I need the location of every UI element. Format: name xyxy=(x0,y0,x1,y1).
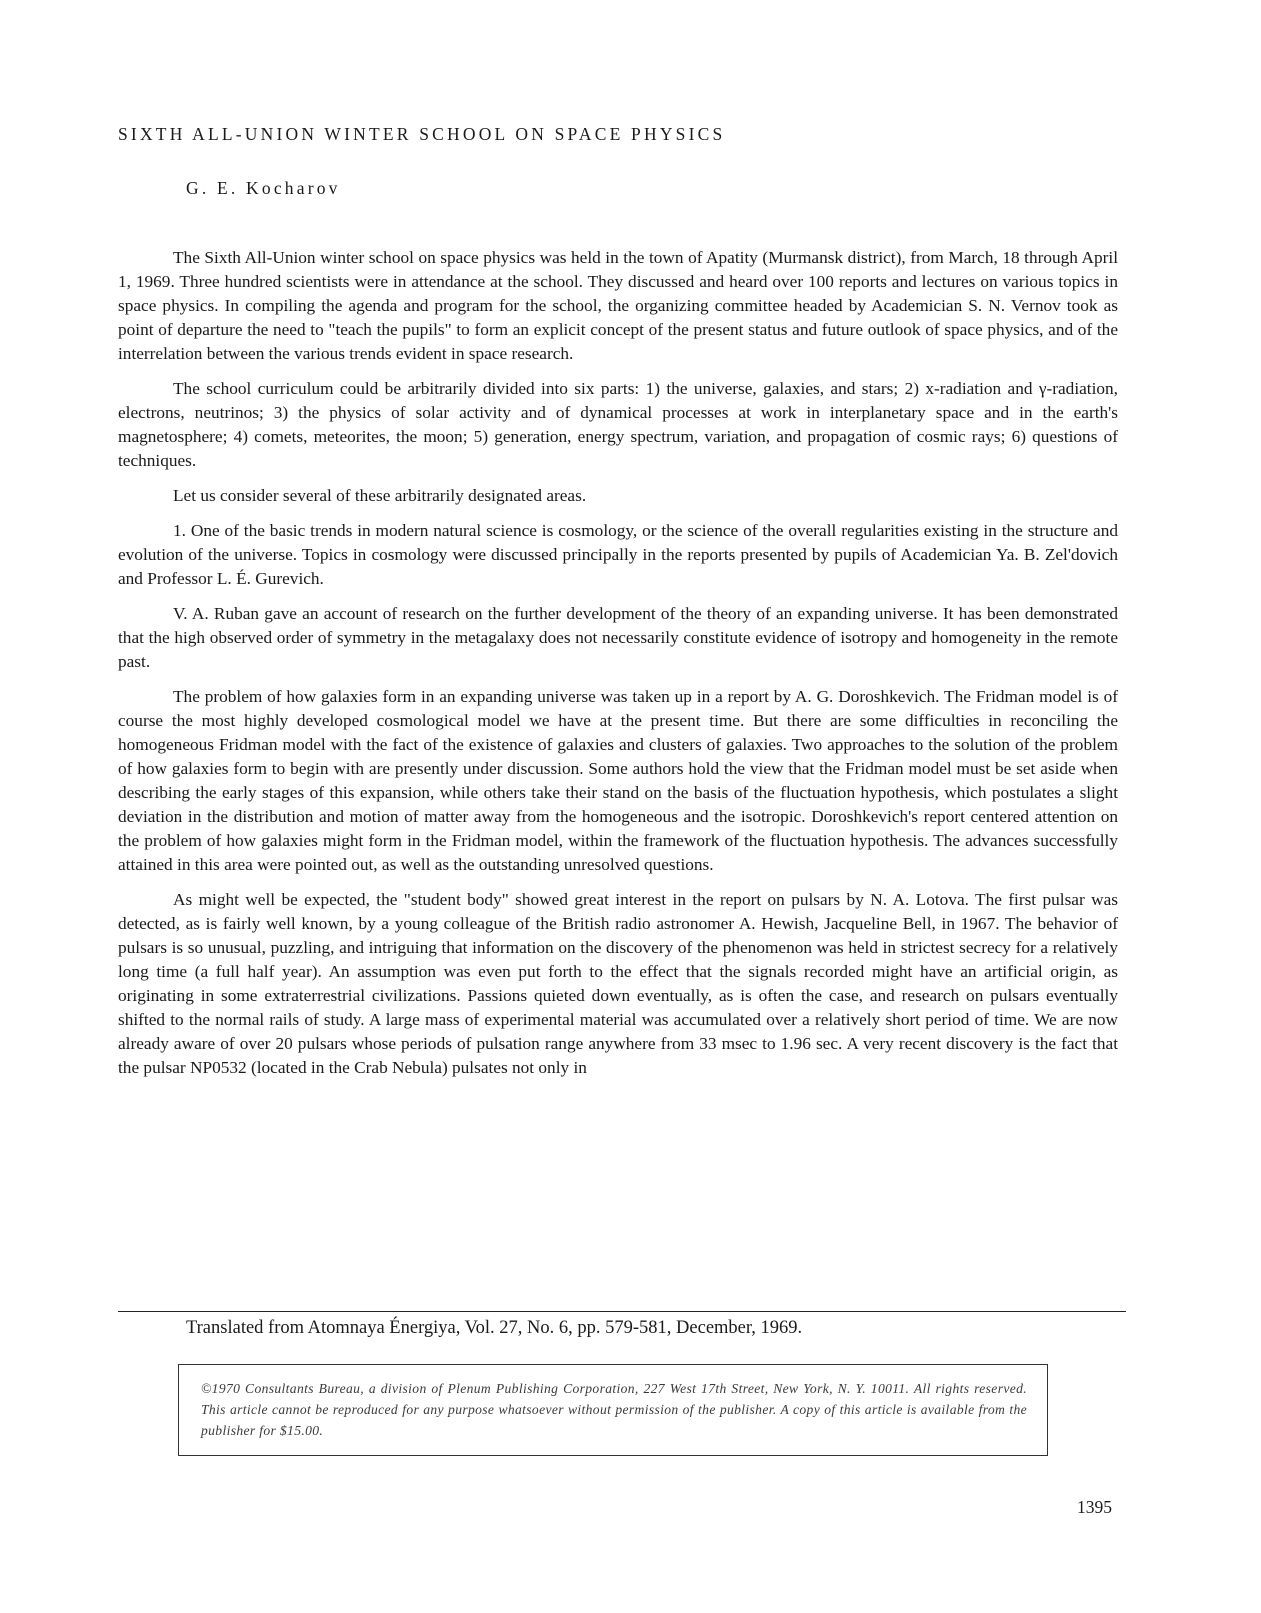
translation-note: Translated from Atomnaya Énergiya, Vol. 27, No. 6, pp. 579-581, December, 1969. xyxy=(186,1318,803,1338)
paragraph-curriculum: The school curriculum could be arbitrarily divided into six parts: 1) the universe, galaxies, and stars; 2) x-radiation and γ-radiation, electrons, neutrinos; 3) the physics of solar activity and of dynamical processes at work in interplanetary space and in the earth's magnetosphere; 4) comets, meteorites, the moon; 5) generation, energy spectrum, variation, and propagation of cosmic rays; 6) questions of techniques. xyxy=(118,379,1118,470)
paragraph-consider: Let us consider several of these arbitrarily designated areas. xyxy=(173,486,587,505)
copyright-box xyxy=(178,1364,1048,1456)
paragraph-ruban: V. A. Ruban gave an account of research on the further development of the theory of an expanding universe. It has been demonstrated that the high observed order of symmetry in the metagalaxy does not necessarily constitute evidence of isotropy and homogeneity in the remote past. xyxy=(118,604,1118,671)
paragraph-cosmology: 1. One of the basic trends in modern natural science is cosmology, or the science of the overall regularities existing in the structure and evolution of the universe. Topics in cosmology were discussed principally in the reports presented by pupils of Academician Ya. B. Zel'dovich and Professor L. É. Gurevich. xyxy=(118,521,1118,588)
paragraph-doroshkevich: The problem of how galaxies form in an expanding universe was taken up in a report by A. G. Doroshkevich. The Fridman model is of course the most highly developed cosmological model we have at the present time. But there are some difficulties in reconciling the homogeneous Fridman model with the fact of the existence of galaxies and clusters of galaxies. Two approaches to the solution of the problem of how galaxies form to begin with are presently under discussion. Some authors hold the view that the Fridman model must be set aside when describing the early stages of this expansion, while others take their stand on the basis of the fluctuation hypothesis, which postulates a slight deviation in the distribution and motion of matter away from the homogeneous and the isotropic. Doroshkevich's report centered attention on the problem of how galaxies might form in the Fridman model, within the framework of the fluctuation hypothesis. The advances successfully attained in this area were pointed out, as well as the outstanding unresolved questions. xyxy=(118,687,1118,874)
paragraph-pulsars: As might well be expected, the "student body" showed great interest in the report on pulsars by N. A. Lotova. The first pulsar was detected, as is fairly well known, by a young colleague of the British radio astronomer A. Hewish, Jacqueline Bell, in 1967. The behavior of pulsars is so unusual, puzzling, and intriguing that information on the discovery of the phenomenon was held in strictest secrecy for a relatively long time (a full half year). An assumption was even put forth to the effect that the signals recorded might have an artificial origin, as originating in some extraterrestrial civilizations. Passions quieted down eventually, as is often the case, and research on pulsars eventually shifted to the normal rails of study. A large mass of experimental material was accumulated over a relatively short period of time. We are now already aware of over 20 pulsars whose periods of pulsation range anywhere from 33 msec to 1.96 sec. A very recent discovery is the fact that the pulsar NP0532 (located in the Crab Nebula) pulsates not only in xyxy=(118,890,1118,1077)
page-number: 1395 xyxy=(1077,1497,1112,1517)
footnote-divider xyxy=(118,1311,1126,1312)
paragraph-intro: The Sixth All-Union winter school on space physics was held in the town of Apatity (Murmansk district), from March, 18 through April 1, 1969. Three hundred scientists were in attendance at the school. They discussed and heard over 100 reports and lectures on various topics in space physics. In compiling the agenda and program for the school, the organizing committee headed by Academician S. N. Vernov took as point of departure the need to "teach the pupils" to form an explicit concept of the present status and future outlook of space physics, and of the interrelation between the various trends evident in space research. xyxy=(118,248,1118,363)
article-author: G. E. Kocharov xyxy=(186,178,341,198)
copyright-notice: ©1970 Consultants Bureau, a division of Plenum Publishing Corporation, 227 West 17th Street, New York, N. Y. 10011. All rights reserved. This article cannot be reproduced for any purpose whatsoever without permission of the publisher. A copy of this article is available from the publisher for $15.00. xyxy=(201,1381,1027,1438)
article-body xyxy=(118,246,1118,1091)
article-title: SIXTH ALL-UNION WINTER SCHOOL ON SPACE PHYSICS xyxy=(118,124,726,144)
